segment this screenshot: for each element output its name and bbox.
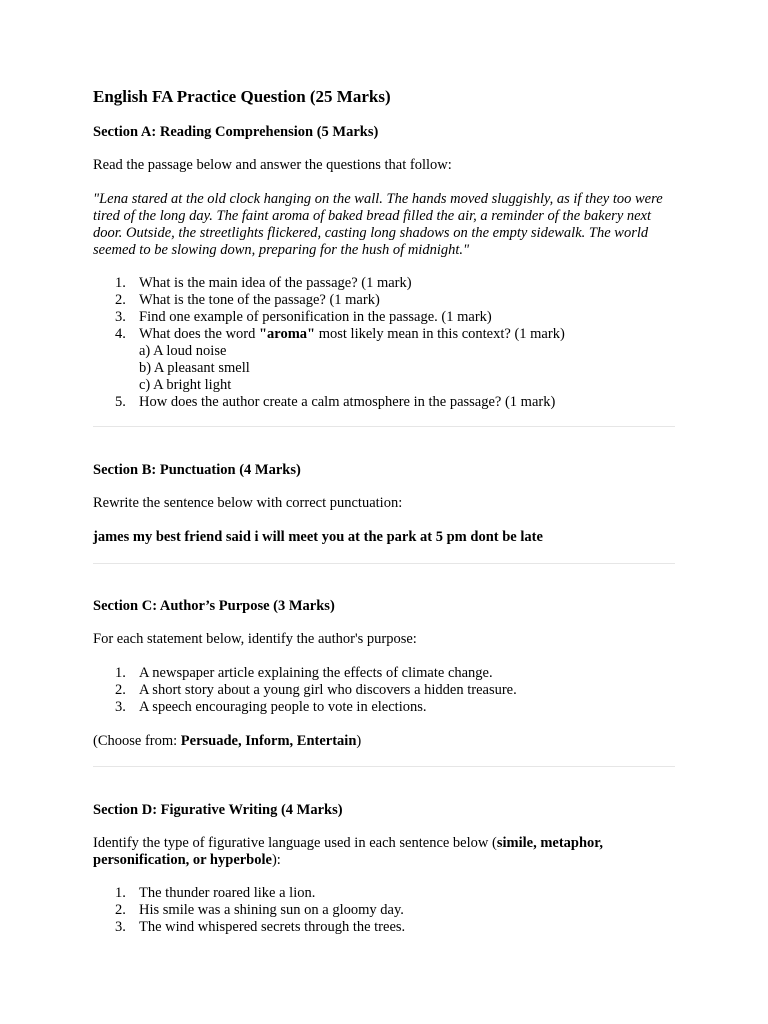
question-text: What is the main idea of the passage? (1 mark) bbox=[139, 275, 412, 291]
list-item bbox=[93, 326, 683, 394]
punctuation-sentence: james my best friend said i will meet you at the park at 5 pm dont be late bbox=[93, 529, 543, 545]
section-b-heading: Section B: Punctuation (4 Marks) bbox=[93, 462, 301, 478]
list-item bbox=[93, 665, 683, 682]
section-c-heading: Section C: Author’s Purpose (3 Marks) bbox=[93, 598, 335, 614]
sentence-text: The thunder roared like a lion. bbox=[139, 885, 316, 901]
section-divider bbox=[93, 563, 675, 564]
section-a-instruction: Read the passage below and answer the questions that follow: bbox=[93, 157, 452, 173]
section-c-statements bbox=[93, 665, 683, 716]
section-divider bbox=[93, 426, 675, 427]
list-item bbox=[93, 902, 683, 919]
list-number: 3. bbox=[115, 919, 126, 935]
statement-text: A short story about a young girl who discovers a hidden treasure. bbox=[139, 682, 517, 698]
section-divider bbox=[93, 766, 675, 767]
document-title: English FA Practice Question (25 Marks) bbox=[93, 87, 391, 106]
choose-prefix: (Choose from: bbox=[93, 733, 181, 749]
instruction-suffix: ): bbox=[271, 852, 281, 868]
list-number: 2. bbox=[115, 902, 126, 918]
list-number: 1. bbox=[115, 665, 126, 681]
section-a-heading: Section A: Reading Comprehension (5 Marks) bbox=[93, 124, 379, 140]
instruction-prefix: Identify the type of figurative language used in each sentence below ( bbox=[93, 835, 497, 851]
question-text-before: What does the word bbox=[139, 326, 259, 342]
list-item bbox=[93, 682, 683, 699]
question-text-after: most likely mean in this context? (1 mark) bbox=[315, 326, 565, 342]
section-d-heading: Section D: Figurative Writing (4 Marks) bbox=[93, 802, 343, 818]
figurative-types: simile, metaphor, personification, or hyperbole bbox=[93, 835, 604, 868]
list-number: 2. bbox=[115, 682, 126, 698]
section-d-sentences bbox=[93, 885, 683, 936]
answer-option: b) A pleasant smell bbox=[139, 360, 250, 376]
sentence-text: His smile was a shining sun on a gloomy day. bbox=[139, 902, 404, 918]
answer-option: c) A bright light bbox=[139, 377, 232, 393]
list-item bbox=[93, 309, 683, 326]
list-item bbox=[93, 699, 683, 716]
question-text: What is the tone of the passage? (1 mark) bbox=[139, 292, 380, 308]
sentence-text: The wind whispered secrets through the trees. bbox=[139, 919, 406, 935]
list-item bbox=[93, 394, 683, 411]
reading-passage: "Lena stared at the old clock hanging on the wall. The hands moved sluggishly, as if they too were tired of the long day. The faint aroma of baked bread filled the air, a reminder of the bakery next door. Outside, the streetlights flickered, casting long shadows on the empty sidewalk. The world seemed to be slowing down, preparing for the hush of midnight." bbox=[93, 191, 663, 258]
list-number: 2. bbox=[115, 292, 126, 308]
section-d-instruction bbox=[93, 835, 683, 869]
section-a-questions bbox=[93, 275, 683, 411]
list-number: 1. bbox=[115, 275, 126, 291]
highlighted-word: "aroma" bbox=[259, 326, 316, 342]
list-number: 5. bbox=[115, 394, 126, 410]
statement-text: A newspaper article explaining the effects of climate change. bbox=[139, 665, 493, 681]
statement-text: A speech encouraging people to vote in elections. bbox=[139, 699, 427, 715]
question-text bbox=[139, 326, 565, 342]
choose-suffix: ) bbox=[356, 733, 362, 749]
list-number: 3. bbox=[115, 309, 126, 325]
list-number: 1. bbox=[115, 885, 126, 901]
list-item bbox=[93, 275, 683, 292]
list-item bbox=[93, 919, 683, 936]
question-text: How does the author create a calm atmosphere in the passage? (1 mark) bbox=[139, 394, 556, 410]
question-text: Find one example of personification in the passage. (1 mark) bbox=[139, 309, 492, 325]
list-number: 3. bbox=[115, 699, 126, 715]
section-c-instruction: For each statement below, identify the author's purpose: bbox=[93, 631, 417, 647]
choose-from-note bbox=[93, 733, 683, 750]
list-number: 4. bbox=[115, 326, 126, 342]
list-item bbox=[93, 292, 683, 309]
answer-option: a) A loud noise bbox=[139, 343, 227, 359]
list-item bbox=[93, 885, 683, 902]
choose-options: Persuade, Inform, Entertain bbox=[180, 733, 357, 749]
section-b-instruction: Rewrite the sentence below with correct punctuation: bbox=[93, 495, 403, 511]
